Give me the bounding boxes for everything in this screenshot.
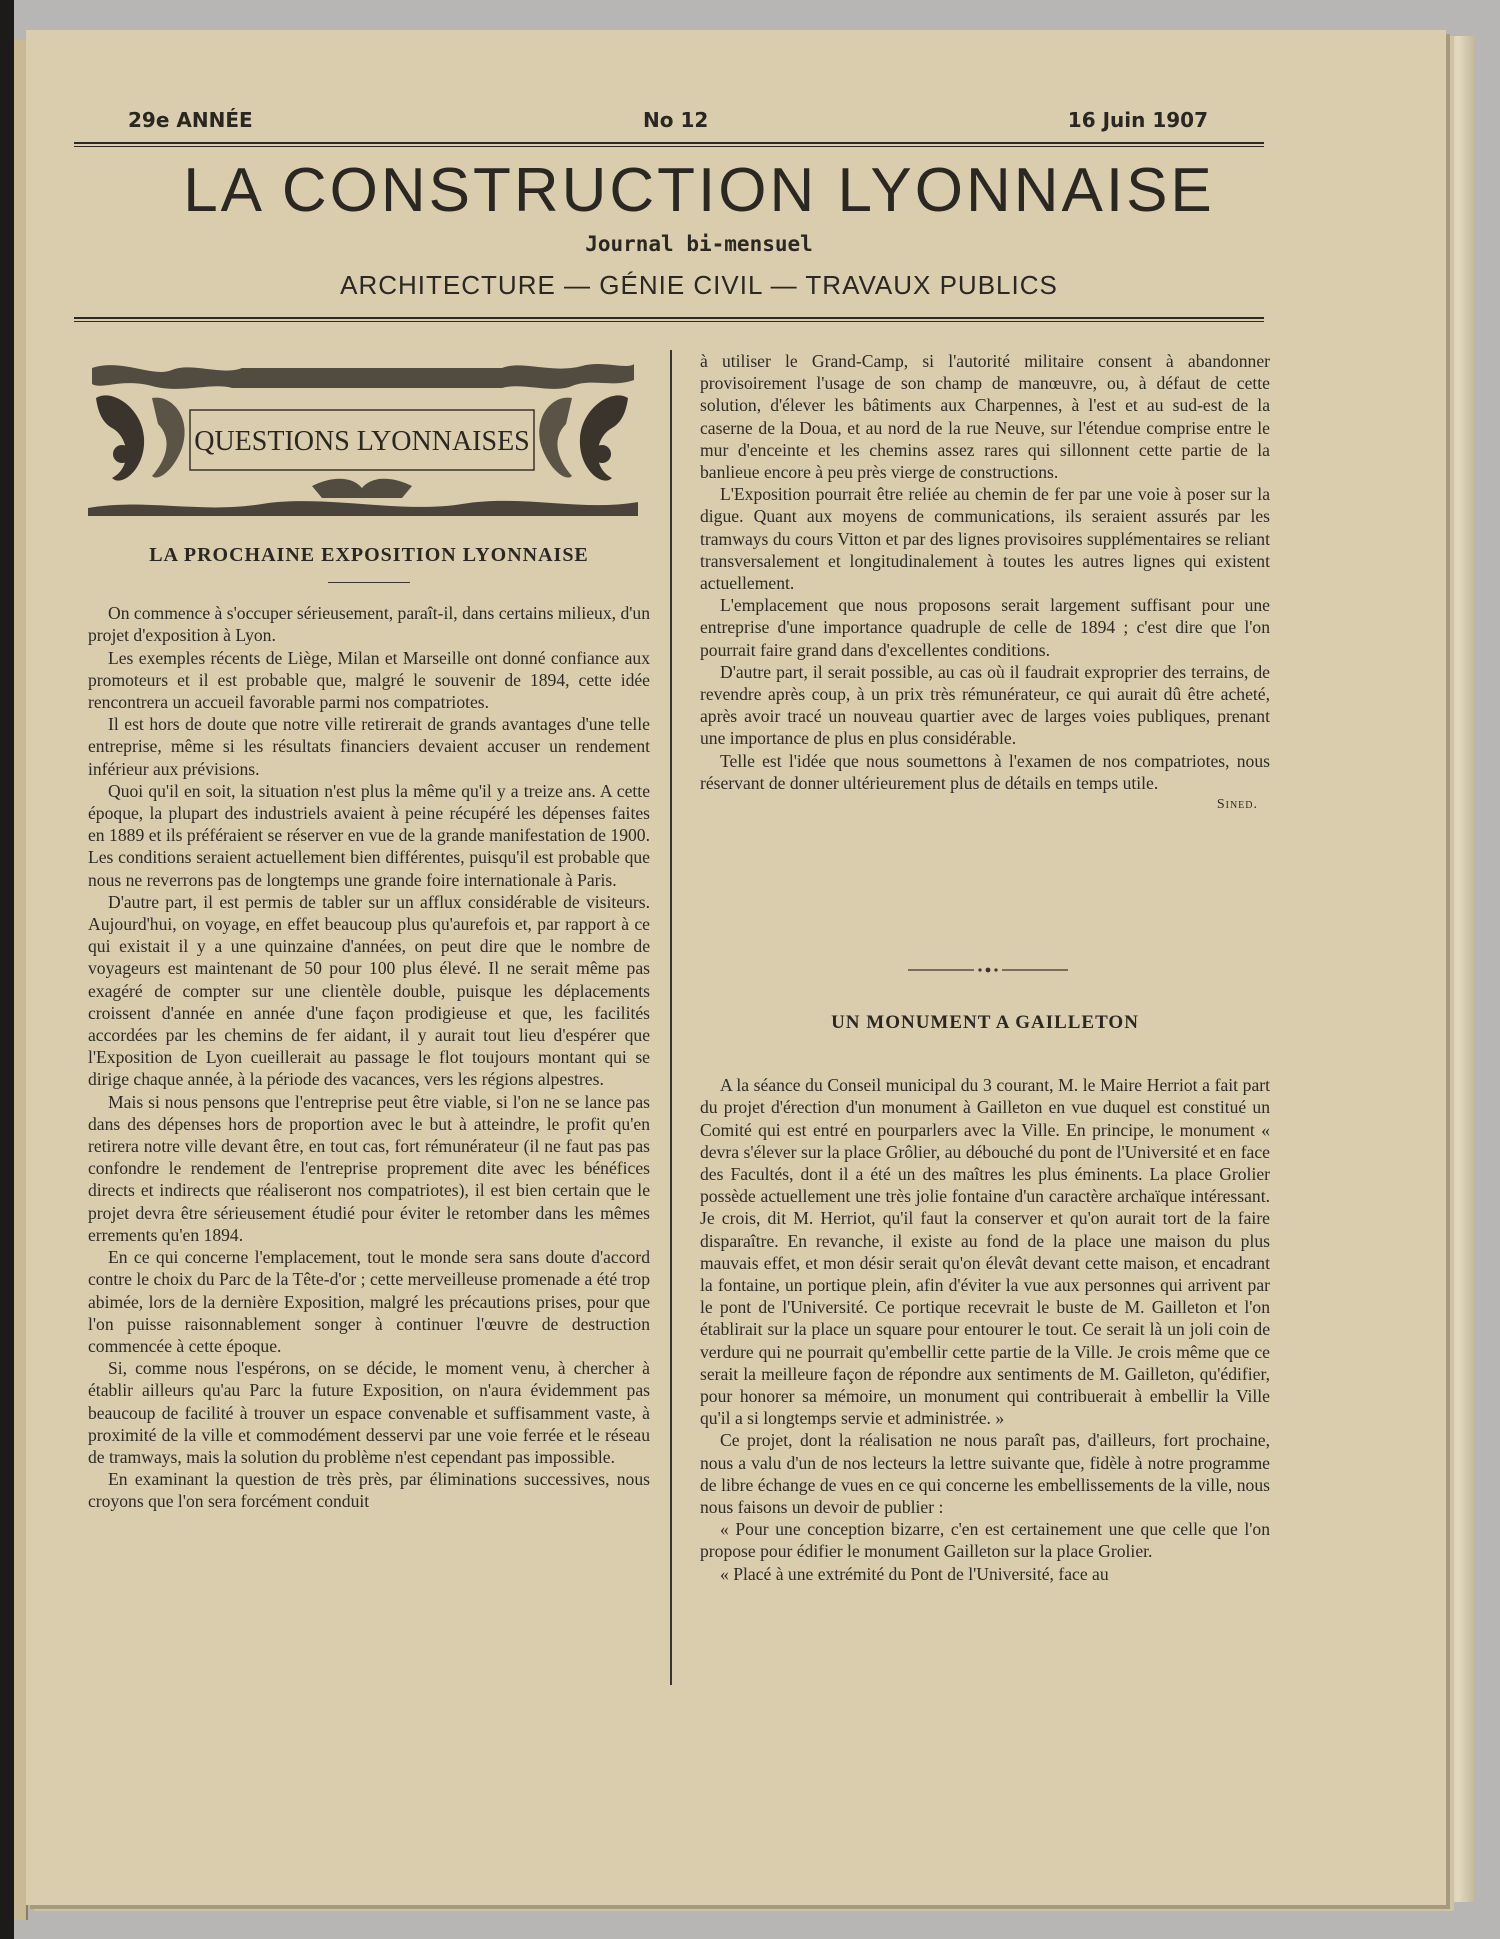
article1-continued-paragraph: D'autre part, il serait possible, au cas où il faudrait exproprier des terrains, de revendre après coup, à un prix très rémunérateur, ce qui aurait dû être acheté, après avoir tracé un nouveau quartier avec de larges voies publiques, prenant une importance de plus en plus considérable. (700, 661, 1270, 749)
masthead-top-rule (74, 142, 1264, 147)
article2-paragraph: « Placé à une extrémité du Pont de l'Université, face au (720, 1563, 1109, 1584)
article1-paragraph: On commence à s'occuper sérieusement, paraît-il, dans certains milieux, d'un projet d'exposition à Lyon. (88, 603, 650, 646)
article2-title: UN MONUMENT A GAILLETON (831, 1012, 1139, 1033)
article2-paragraph: A la séance du Conseil municipal du 3 courant, M. le Maire Herriot a fait part du projet d'érection d'un monument à Gailleton en vue duquel est constitué un Comité qui est entré en pourparlers avec la Ville. En principe, le monument « devra s'élever sur la place Grôlier, au débouché du pont de l'Université et en face des Facultés, dont il a été un des maîtres les plus éminents. La place Grolier possède actuellement une très jolie fontaine d'un caractère archaïque intéressant. Je crois, dit M. Herriot, qu'il faut la conserver et qu'on aurait tort de la faire disparaître. En revanche, il existe au fond de la place une maison du plus mauvais effet, et mon désir serait qu'on élevât devant cette maison, et encadrant la fontaine, un portique plein, afin d'éviter la vue aux personnes qui arrivent par le pont de l'Université. Ce portique recevrait le buste de M. Gailleton et l'on établirait sur la place un square pour entourer le tout. Ce serait là un joli coin de verdure qui ne pourrait qu'embellir cette partie de la Ville. Je crois même que ce serait la meilleure façon de répondre aux sentiments de M. Gailleton, qu'édifier, pour honorer sa mémoire, un monument qui contribuerait à embellir la Ville qu'il a si longtemps servie et administrée. » (700, 1075, 1270, 1429)
article1-continued-paragraph: à utiliser le Grand-Camp, si l'autorité militaire consent à abandonner provisoirement l'usage de son champ de manœuvre, ou, à défaut de cette solution, d'élever les bâtiments aux Charpennes, à l'est et au sud-est de la caserne de la Doua, et au nord de la rue Neuve, sur l'étendue comprise entre le mur d'enceinte et les chemins assez rares qui sillonnent cette partie de la banlieue encore à peu près vierge de constructions. (700, 351, 1270, 483)
article2-paragraph: Ce projet, dont la réalisation ne nous paraît pas, d'ailleurs, fort prochaine, nous a valu d'un de nos lecteurs la lettre suivante que, fidèle à notre programme de libre échange de vues en ce qui concerne les embellissements de la ville, nous nous faisons un devoir de publier : (700, 1430, 1270, 1518)
page-stack-edge (1446, 36, 1476, 1902)
article1-paragraph: En ce qui concerne l'emplacement, tout le monde sera sans doute d'accord contre le choix du Parc de la Tête-d'or ; cette merveilleuse promenade a été trop abimée, lors de la dernière Exposition, malgré les précautions prises, pour que l'on puisse raisonnablement songer à continuer l'œuvre de destruction commencée à cette époque. (88, 1247, 650, 1356)
newspaper-title: LA CONSTRUCTION LYONNAISE (183, 156, 1215, 225)
article1-signature: Sined. (1216, 797, 1258, 813)
article2-paragraph: « Pour une conception bizarre, c'en est certainement une que celle que l'on propose pour édifier le monument Gailleton sur la place Grolier. (700, 1519, 1270, 1562)
masthead-bottom-rule (74, 317, 1264, 322)
banner-label: QUESTIONS LYONNAISES (194, 426, 530, 457)
article1-paragraph: Quoi qu'il en soit, la situation n'est plus la même qu'il y a treize ans. A cette époque, la plupart des industriels avaient à peine récupéré les dépenses faites en 1889 et ils préféraient se réserver en vue de la grande manifestation de 1900. Les conditions seraient actuellement bien différentes, puisqu'il est probable que nous ne reverrons pas de longtemps une grande foire internationale à Paris. (88, 780, 650, 890)
issue-number: No 12 (643, 108, 709, 132)
article1-title-rule-wrap (88, 566, 650, 602)
article1-title-rule (328, 582, 410, 583)
article1-paragraph: Mais si nous pensons que l'entreprise peut être viable, si l'on ne se lance pas dans des dépenses hors de proportion avec le but à atteindre, le profit qu'en retirera notre ville devant être, en tout cas, fort rémunérateur (il ne faut pas pas confondre le rendement de l'entreprise proprement dite avec les bénéfices directs et indirects que réaliseront nos compatriotes), il est bien certain que le projet devra être sérieusement étudié pour éviter le retomber dans les mêmes errements qu'en 1894. (88, 1091, 650, 1245)
masthead-info-row (128, 108, 1208, 134)
year-label: 29e ANNÉE (128, 108, 253, 132)
article1-paragraph: Il est hors de doute que notre ville retirerait de grands avantages d'une telle entreprise, même si les résultats financiers devaient accuser un rendement inférieur aux prévisions. (88, 714, 650, 779)
article1-paragraph: Si, comme nous l'espérons, on se décide, le moment venu, à chercher à établir ailleurs qu'au Parc la future Exposition, on n'aura évidemment pas beaucoup de facilité à trouver un espace convenable et suffisamment vaste, à proximité de la ville et commodément desservi par une voie ferrée et le réseau de tramways, mais la solution du problème n'est cependant pas impossible. (88, 1358, 650, 1467)
issue-date: 16 Juin 1907 (1067, 108, 1208, 132)
questions-lyonnaises-banner (82, 358, 642, 518)
ornamental-banner-illustration (82, 358, 642, 518)
article1-paragraph: En examinant la question de très près, par éliminations successives, nous croyons que l'on sera forcément conduit (88, 1469, 650, 1512)
article2-column (700, 1012, 1270, 1585)
newspaper-subtitle: Journal bi-mensuel (585, 232, 813, 256)
article1-continued-paragraph: L'Exposition pourrait être reliée au chemin de fer par une voie à poser sur la digue. Quant aux moyens de communications, ils seraient assurés par les tramways du cours Vitton et par des lignes provisoires supplémentaires se reliant transversalement et longitudinalement à toutes les autres lignes qui existent actuellement. (700, 484, 1270, 594)
book-binding (0, 0, 14, 1939)
article1-paragraph: D'autre part, il est permis de tabler sur un afflux considérable de visiteurs. Aujourd'hui, on voyage, en effet beaucoup plus qu'aurefois et, par rapport à ce qui existait il y a une quinzaine d'années, on peut dire que le nombre de voyageurs est maintenant de 50 pour 100 plus élevé. Il ne serait même pas exagéré de compter sur une clientèle double, puisque les déplacements croissent d'année en année d'une façon prodigieuse et que, les facilités accordées par les chemins de fer aidant, il y aurait tout lieu d'espérer que l'Exposition de Lyon cueillerait au passage le flot toujours montant qui se dirige chaque année, à la période des vacances, vers les régions alpestres. (88, 891, 650, 1090)
column-divider (670, 350, 672, 1685)
newspaper-sections: ARCHITECTURE — GÉNIE CIVIL — TRAVAUX PUBLICS (340, 270, 1058, 300)
right-column (700, 350, 1270, 816)
section-ornament-divider (908, 964, 1068, 976)
left-column (88, 544, 650, 1513)
article1-continued-paragraph: Telle est l'idée que nous soumettons à l'examen de nos compatriotes, nous réservant de donner ultérieurement plus de détails en temps utile. (700, 750, 1270, 793)
article1-title: LA PROCHAINE EXPOSITION LYONNAISE (149, 544, 589, 566)
article1-paragraph: Les exemples récents de Liège, Milan et Marseille ont donné confiance aux promoteurs et il est probable que, malgré le souvenir de 1894, cette idée rencontrera un accueil favorable parmi nos compatriotes. (88, 647, 650, 713)
article1-continued-paragraph: L'emplacement que nous proposons serait largement suffisant pour une entreprise d'une importance quadruple de celle de 1894 ; c'est dire que l'on pourrait faire grand dans d'excellentes conditions. (700, 595, 1270, 660)
